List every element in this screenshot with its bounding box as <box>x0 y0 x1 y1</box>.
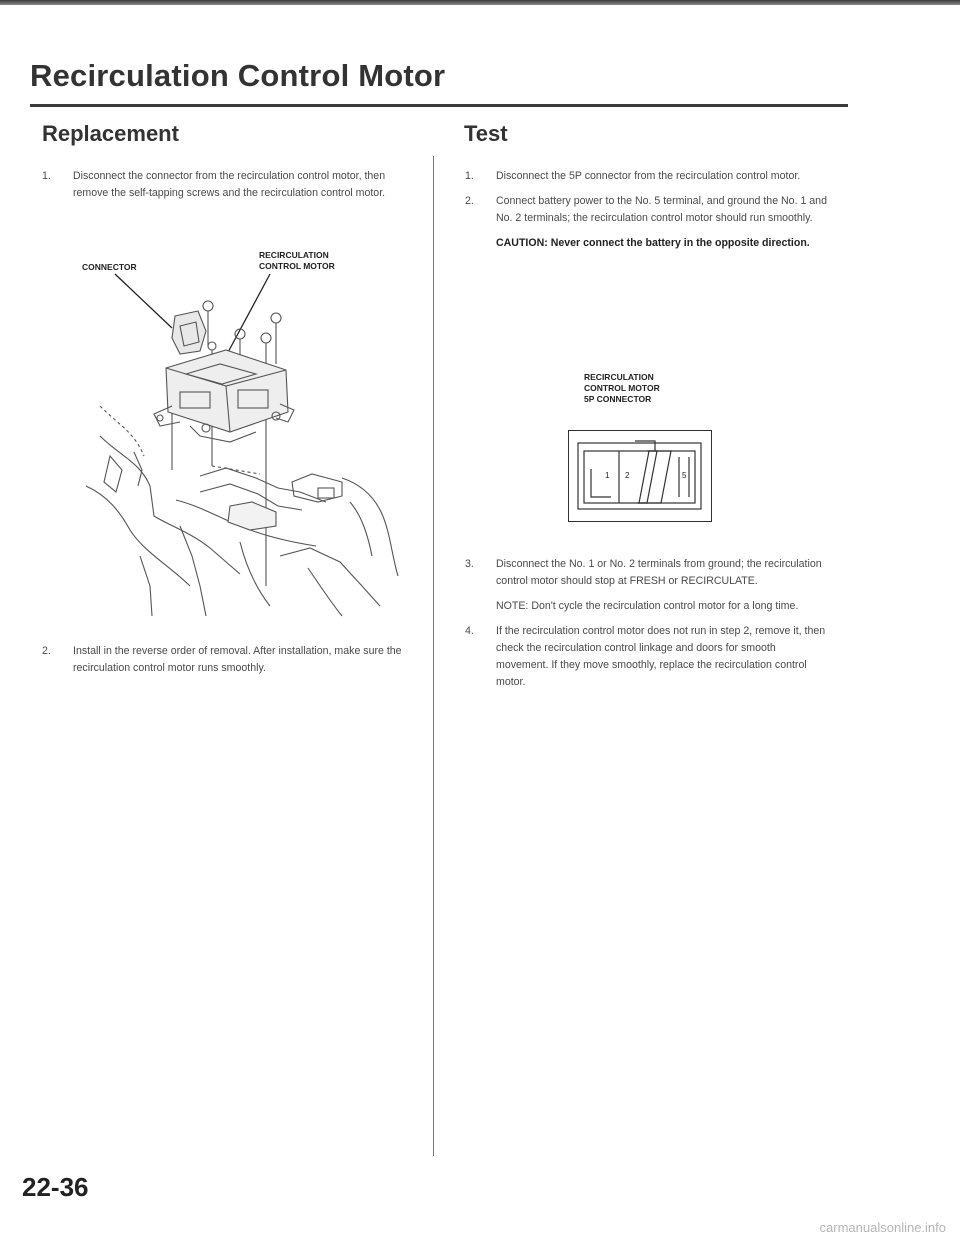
callout-connector: CONNECTOR <box>82 262 137 272</box>
step-number: 2. <box>465 195 474 207</box>
connector-label-line1: RECIRCULATION <box>584 372 654 382</box>
connector-label-line2: CONTROL MOTOR <box>584 383 660 393</box>
replacement-heading: Replacement <box>42 121 179 146</box>
step-number: 2. <box>42 645 51 657</box>
page-title: Recirculation Control Motor <box>30 58 446 93</box>
test-steps-part2 <box>465 556 827 691</box>
test-step-4 <box>465 623 827 691</box>
replacement-steps-part2 <box>42 643 407 677</box>
test-step-2 <box>465 193 827 252</box>
note-text: NOTE: Don't cycle the recirculation control motor for a long time. <box>496 600 799 612</box>
step-text: Disconnect the 5P connector from the recirculation control motor. <box>496 170 801 182</box>
column-divider <box>433 156 434 1156</box>
pin-label-1: 1 <box>605 471 610 480</box>
step-text: Disconnect the No. 1 or No. 2 terminals from ground; the recirculation control motor should stop at FRESH or RECIRCULATE. <box>496 558 822 587</box>
pin-label-5: 5 <box>682 471 687 480</box>
top-rule <box>0 0 960 5</box>
replacement-steps-part1 <box>42 168 407 202</box>
motor-installation-illustration <box>80 256 405 636</box>
step-text: If the recirculation control motor does not run in step 2, remove it, then check the recirculation control linkage and doors for smooth movement. If they move smoothly, replace the recirculation control motor. <box>496 625 826 688</box>
replacement-step-1 <box>42 168 407 202</box>
connector-face-drawing <box>569 431 710 520</box>
title-rule <box>30 104 848 107</box>
step-text: Connect battery power to the No. 5 terminal, and ground the No. 1 and No. 2 terminals; the recirculation control motor should run smoothly. <box>496 195 827 224</box>
step-number: 4. <box>465 625 474 637</box>
caution-text: CAUTION: Never connect the battery in the opposite direction. <box>496 237 810 249</box>
page-number: 22-36 <box>22 1172 89 1202</box>
step-number: 3. <box>465 558 474 570</box>
callout-motor-line1: RECIRCULATION <box>259 250 329 260</box>
test-heading: Test <box>464 121 508 146</box>
step-number: 1. <box>42 170 51 182</box>
test-step-3 <box>465 556 827 615</box>
5p-connector-diagram <box>568 430 712 522</box>
pin-label-2: 2 <box>625 471 630 480</box>
step-text: Disconnect the connector from the recirculation control motor, then remove the self-tapping screws and the recirculation control motor. <box>73 170 386 199</box>
test-steps-part1 <box>465 168 827 252</box>
step-number: 1. <box>465 170 474 182</box>
connector-label-line3: 5P CONNECTOR <box>584 394 652 404</box>
callout-motor-line2: CONTROL MOTOR <box>259 261 335 271</box>
watermark: carmanualsonline.info <box>819 1220 946 1235</box>
replacement-step-2 <box>42 643 407 677</box>
test-step-1 <box>465 168 827 185</box>
step-text: Install in the reverse order of removal. After installation, make sure the recirculation control motor runs smoothly. <box>73 645 402 674</box>
